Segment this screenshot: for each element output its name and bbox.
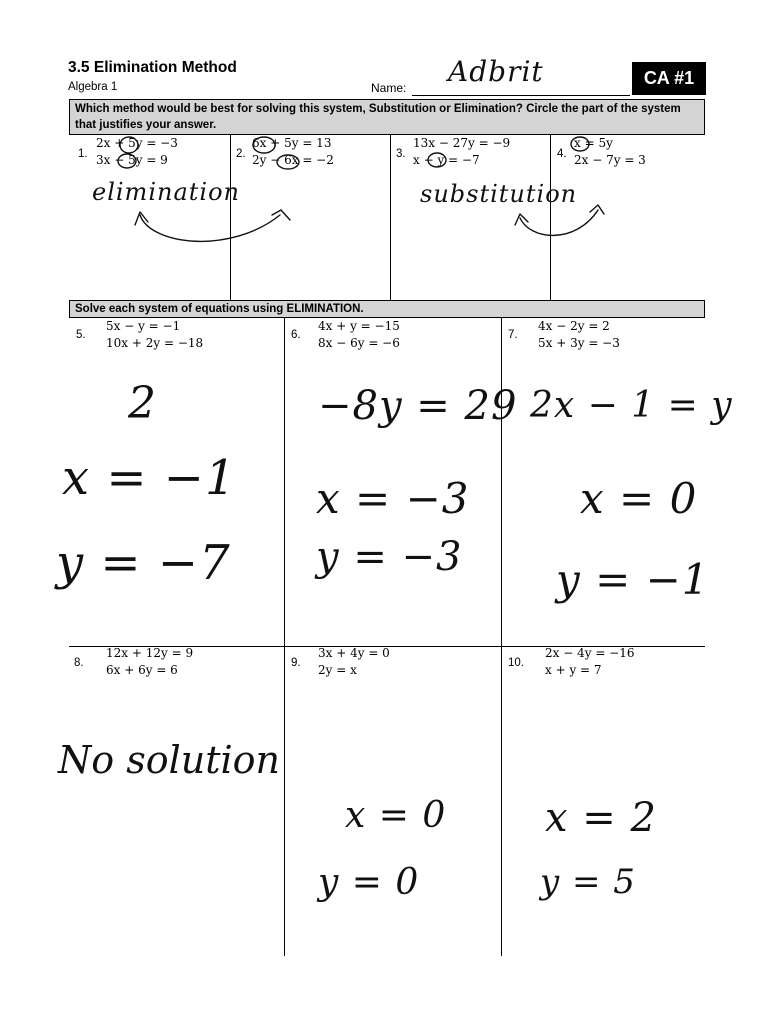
problem-number: 4. [557,148,567,160]
equation: x + y = 7 [545,663,602,677]
equation: 10x + 2y = −18 [106,336,204,350]
divider [284,646,285,956]
problem-number: 5. [76,329,86,341]
divider [501,646,502,956]
equation: 4x + y = −15 [318,319,400,333]
problem-number: 8. [74,657,84,669]
problem-number: 1. [78,148,88,160]
handwritten-work: x = 0 [580,474,698,523]
name-label: Name: [371,81,407,95]
equation: 4x − 2y = 2 [538,319,610,333]
divider [284,318,285,646]
equation: 5x − y = −1 [106,319,181,333]
divider [501,318,502,646]
equation: 5x + 3y = −3 [538,336,620,350]
equation: 6x + 6y = 6 [106,663,178,677]
handwritten-work: y = −3 [316,534,463,580]
equation: 2x − 4y = −16 [545,646,635,660]
equation: 2x + 5y = −3 [96,136,178,150]
handwritten-work: y = 5 [540,862,636,902]
equation: 2y = x [318,663,357,677]
equation: 2y − 6x = −2 [252,153,334,167]
section1-instructions: Which method would be best for solving this system, Substitution or Elimination? Circle the part of the system that justifies your answer. [69,99,705,135]
problem-number: 2. [236,148,246,160]
problem-number: 7. [508,329,518,341]
handwritten-work: y = 0 [318,862,420,903]
handwritten-work: x = 2 [545,795,657,841]
handwritten-work: x = 0 [345,795,447,836]
equation: 2x − 7y = 3 [574,153,646,167]
handwritten-work: y = −1 [556,555,710,604]
handwritten-work: 2x − 1 = y [530,385,733,426]
problem-number: 6. [291,329,301,341]
handwritten-answer: elimination [92,178,240,206]
equation: 13x − 27y = −9 [413,136,511,150]
section2-instructions: Solve each system of equations using ELIMINATION. [69,300,705,318]
handwritten-work: y = −7 [56,535,231,591]
equation: x − y = −7 [413,153,480,167]
handwritten-work: x = −1 [62,450,237,506]
equation: 3x + 4y = 0 [318,646,390,660]
problem-number: 3. [396,148,406,160]
handwritten-work: No solution [58,738,280,782]
subject-label: Algebra 1 [68,81,118,93]
ca-badge: CA #1 [632,62,706,95]
handwritten-work: x = −3 [316,474,470,523]
problem-number: 9. [291,657,301,669]
handwritten-work: −8y = 29 [318,383,518,429]
problem-number: 10. [508,657,524,669]
equation: 8x − 6y = −6 [318,336,400,350]
worksheet-title: 3.5 Elimination Method [68,59,237,76]
equation: x = 5y [574,136,613,150]
equation: 6x + 5y = 13 [252,136,332,150]
equation: 12x + 12y = 9 [106,646,194,660]
handwritten-answer: substitution [420,180,578,208]
equation: 3x − 5y = 9 [96,153,168,167]
student-signature: Adbrit [448,55,544,88]
handwritten-work: 2 [128,378,157,429]
